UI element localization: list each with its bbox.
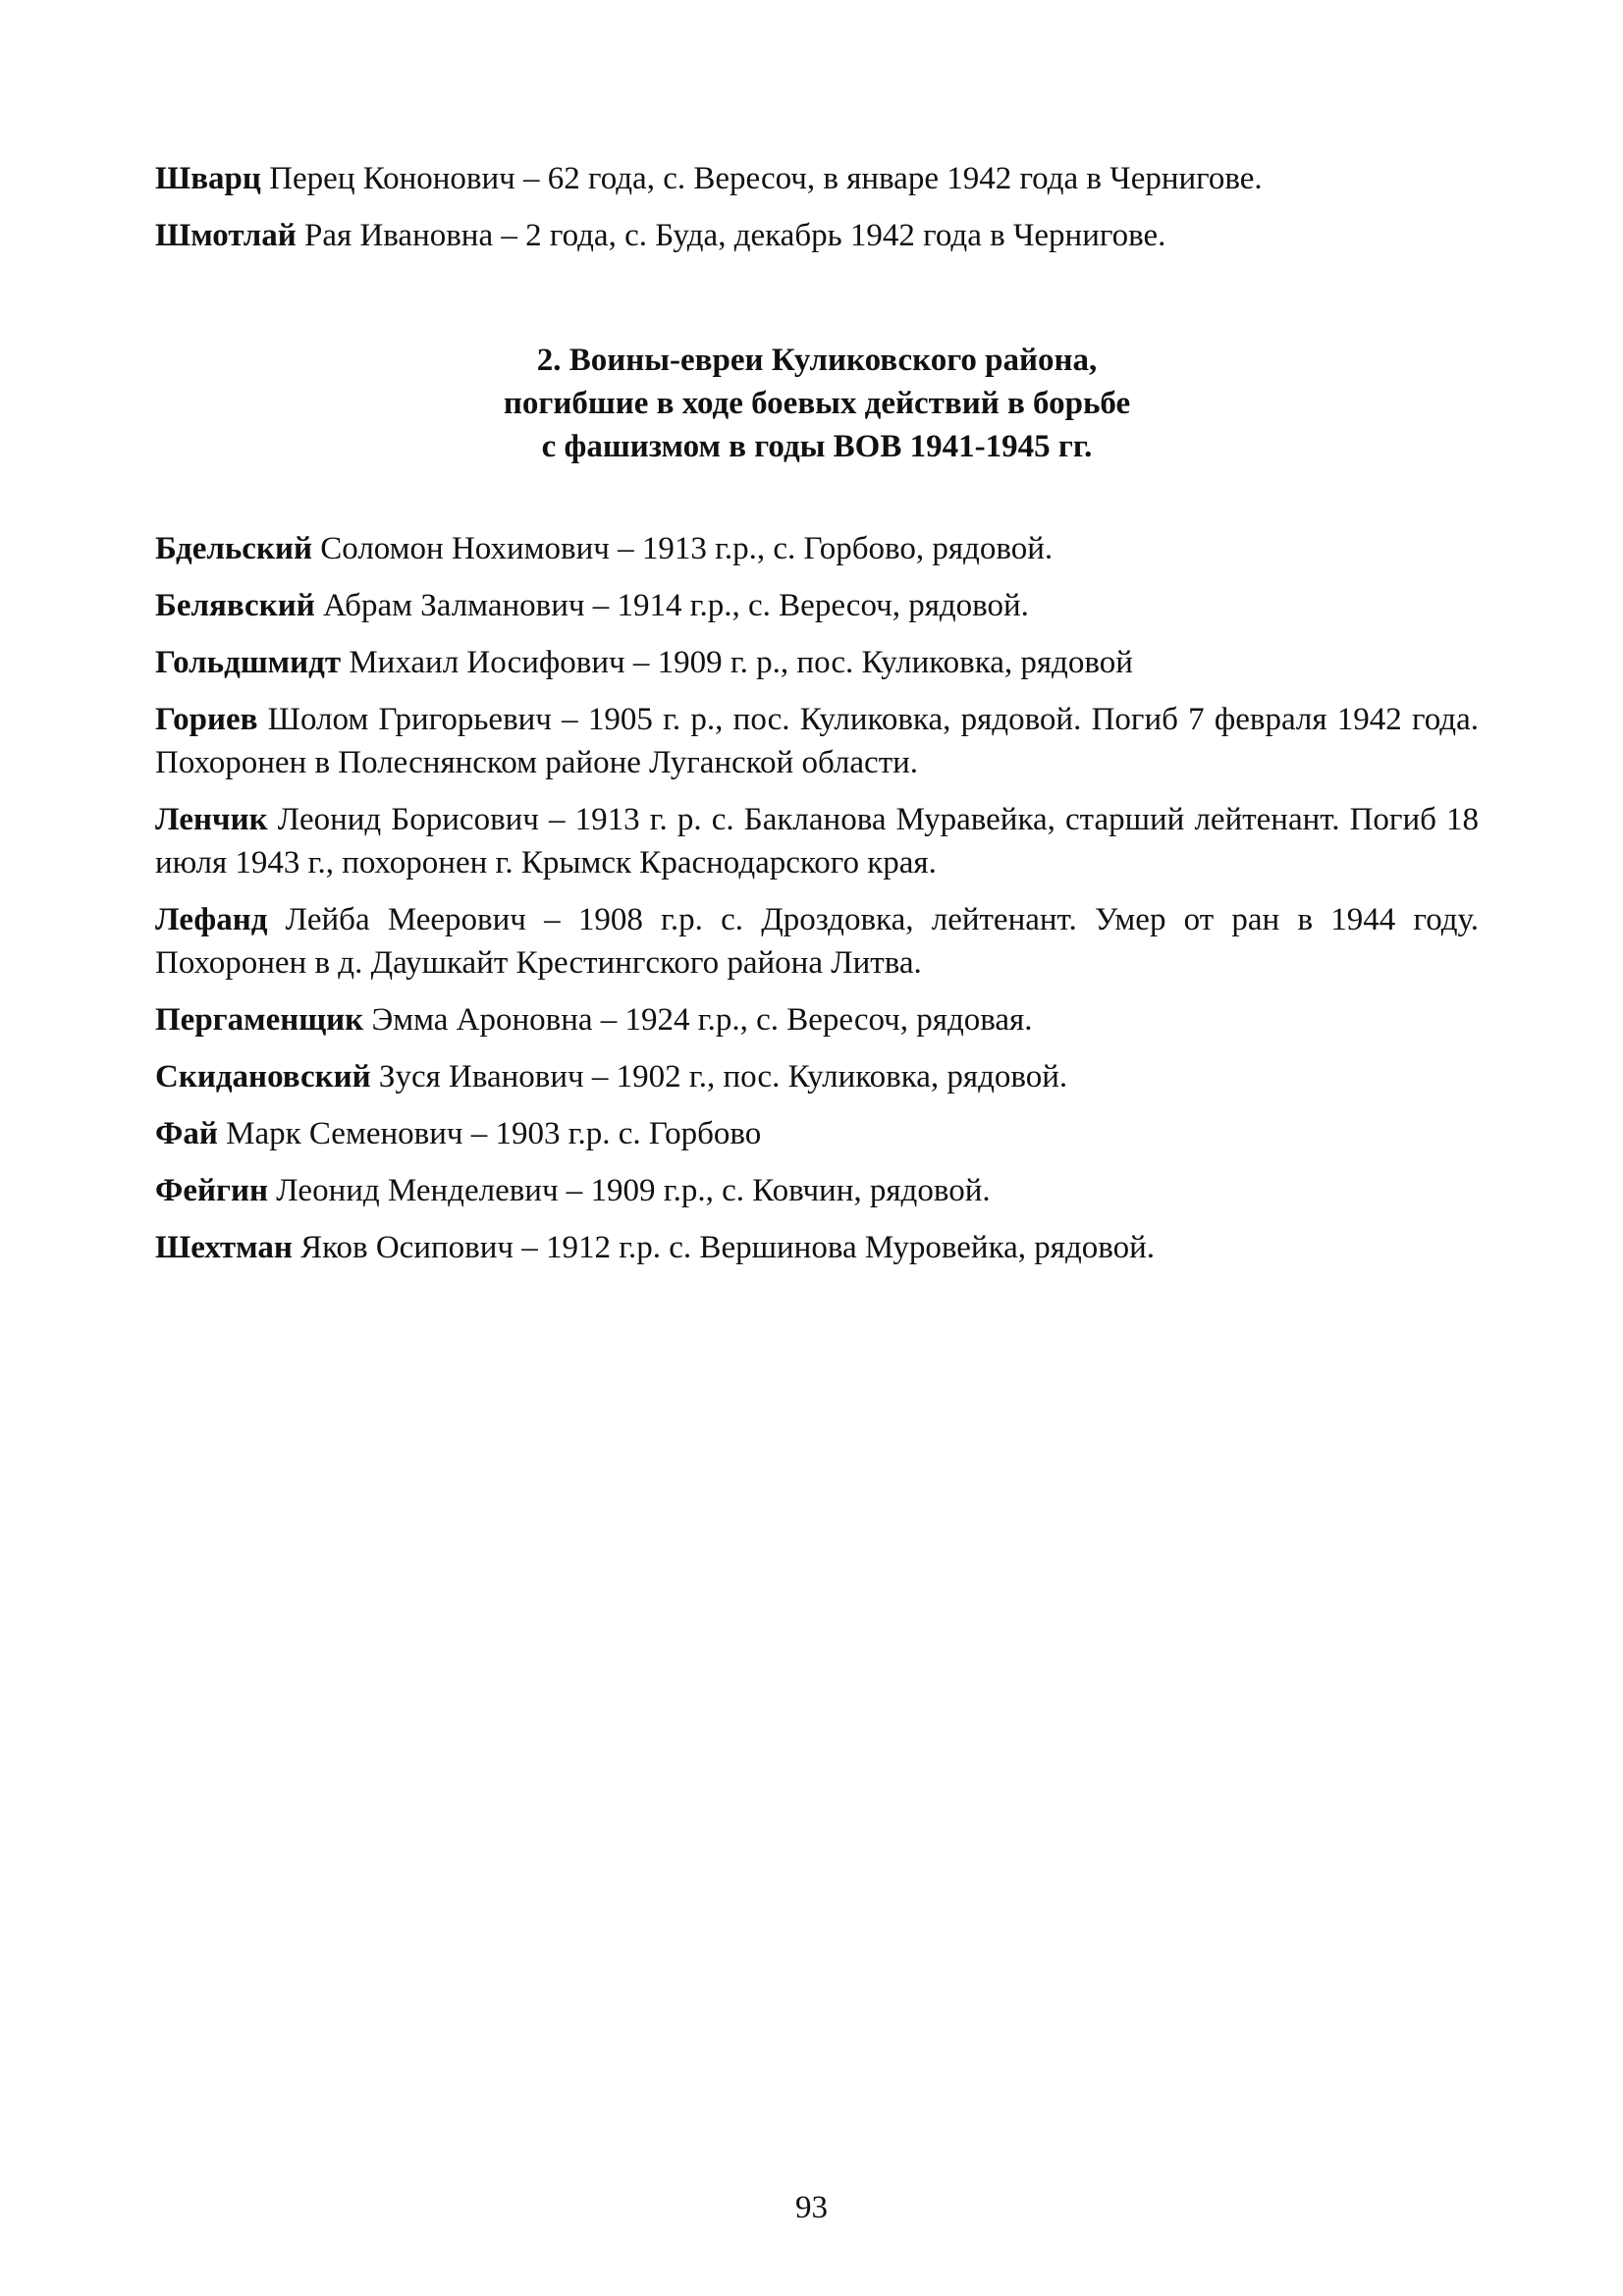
- page-number: 93: [795, 2190, 828, 2225]
- entry-surname: Скидановский: [155, 1059, 371, 1095]
- entry-details: Зуся Иванович – 1902 г., пос. Куликовка, рядовой.: [370, 1059, 1068, 1095]
- entry-details: Марк Семенович – 1903 г.р. с. Горбово: [217, 1116, 762, 1151]
- list-entry: [155, 1169, 1479, 1212]
- entry-details: Перец Кононович – 62 года, с. Вересоч, в январе 1942 года в Чернигове.: [260, 161, 1263, 196]
- entry-details: Леонид Борисович – 1913 г. р. с. Бакланова Муравейка, старший лейтенант. Погиб 18 июля 1943 г., похоронен г. Крымск Краснодарского края.: [155, 802, 1479, 881]
- entry-details: Леонид Менделевич – 1909 г.р., с. Ковчин, рядовой.: [268, 1173, 991, 1208]
- entry-details: Михаил Иосифович – 1909 г. р., пос. Куликовка, рядовой: [341, 645, 1133, 680]
- civilian-victims-list: [155, 157, 1479, 271]
- list-entry: [155, 214, 1479, 257]
- list-entry: [155, 157, 1479, 200]
- entry-details: Шолом Григорьевич – 1905 г. р., пос. Куликовка, рядовой. Погиб 7 февраля 1942 года. Похоронен в Полеснянском районе Луганской области.: [155, 702, 1479, 780]
- entry-surname: Гориев: [155, 702, 258, 737]
- entry-details: Яков Осипович – 1912 г.р. с. Вершинова Муровейка, рядовой.: [292, 1230, 1155, 1265]
- heading-line-3: с фашизмом в годы ВОВ 1941-1945 гг.: [541, 429, 1093, 464]
- entry-surname: Белявский: [155, 588, 315, 623]
- section-heading: [155, 339, 1479, 468]
- entry-details: Рая Ивановна – 2 года, с. Буда, декабрь 1942 года в Чернигове.: [296, 218, 1166, 253]
- entry-surname: Фейгин: [155, 1173, 269, 1208]
- list-entry: [155, 1226, 1479, 1269]
- list-entry: [155, 641, 1479, 684]
- list-entry: [155, 798, 1479, 884]
- entry-surname: Ленчик: [155, 802, 268, 837]
- entry-details: Эмма Ароновна – 1924 г.р., с. Вересоч, рядовая.: [363, 1002, 1033, 1038]
- list-entry: [155, 998, 1479, 1041]
- list-entry: [155, 1055, 1479, 1098]
- entry-surname: Гольдшмидт: [155, 645, 342, 680]
- list-entry: [155, 898, 1479, 985]
- entry-details: Лейба Меерович – 1908 г.р. с. Дроздовка, лейтенант. Умер от ран в 1944 году. Похоронен в д. Даушкайт Крестингского района Литва.: [155, 902, 1479, 981]
- soldiers-list: [155, 527, 1479, 1283]
- list-entry: [155, 1112, 1479, 1155]
- entry-surname: Бдельский: [155, 531, 312, 566]
- list-entry: [155, 527, 1479, 570]
- entry-surname: Шмотлай: [155, 218, 297, 253]
- heading-line-1: 2. Воины-евреи Куликовского района,: [536, 343, 1098, 378]
- entry-surname: Шехтман: [155, 1230, 293, 1265]
- entry-surname: Шварц: [155, 161, 261, 196]
- entry-surname: Пергаменщик: [155, 1002, 364, 1038]
- entry-surname: Фай: [155, 1116, 218, 1151]
- entry-details: Абрам Залманович – 1914 г.р., с. Вересоч, рядовой.: [314, 588, 1029, 623]
- heading-line-2: погибшие в ходе боевых действий в борьбе: [503, 386, 1131, 421]
- list-entry: [155, 584, 1479, 627]
- entry-surname: Лефанд: [155, 902, 268, 937]
- entry-details: Соломон Нохимович – 1913 г.р., с. Горбово, рядовой.: [312, 531, 1054, 566]
- list-entry: [155, 698, 1479, 784]
